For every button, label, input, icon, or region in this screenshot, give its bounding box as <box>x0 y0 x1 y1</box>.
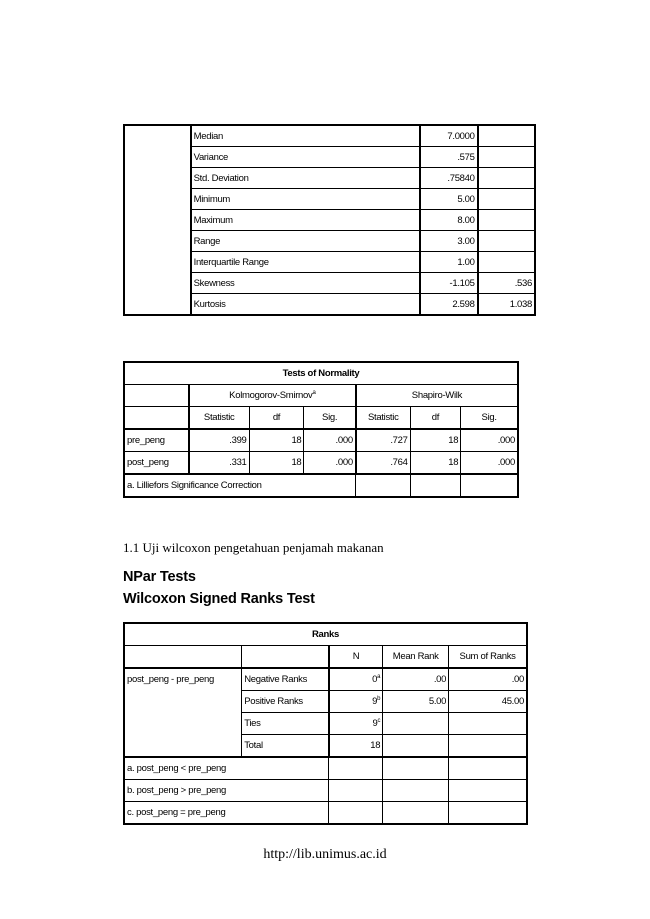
row-label: Variance <box>191 147 421 168</box>
table-header-row <box>124 407 518 430</box>
table-row <box>124 294 535 316</box>
group-header-ks-label: Kolmogorov-Smirnov <box>229 390 313 401</box>
statistic-cell: 3.00 <box>420 231 477 252</box>
footnote-marker: a <box>377 673 381 680</box>
table-title: Tests of Normality <box>124 362 518 385</box>
std-error-cell: 1.038 <box>478 294 535 316</box>
table-cell <box>329 802 383 825</box>
table-cell: .00 <box>449 668 527 691</box>
table-cell <box>124 273 191 294</box>
table-row <box>124 231 535 252</box>
table-row <box>124 668 527 691</box>
table-cell <box>461 474 518 497</box>
table-title-row <box>124 362 518 385</box>
column-header: Statistic <box>189 407 249 430</box>
row-label: post_peng <box>124 452 189 475</box>
n-value: 9 <box>372 696 378 707</box>
table-footnote-row <box>124 757 527 780</box>
table-row <box>124 273 535 294</box>
table-cell <box>356 474 410 497</box>
table-row <box>124 168 535 189</box>
column-header: N <box>329 646 383 669</box>
table-cell <box>124 189 191 210</box>
table-cell: .000 <box>461 429 518 452</box>
table-cell: .399 <box>189 429 249 452</box>
n-value: 0 <box>372 674 378 685</box>
table-cell <box>329 757 383 780</box>
table-title-row <box>124 623 527 646</box>
table-row <box>124 429 518 452</box>
table-row <box>124 452 518 475</box>
table-cell <box>383 735 449 758</box>
table-header-row <box>124 646 527 669</box>
table-cell <box>329 668 383 691</box>
column-header: Statistic <box>356 407 410 430</box>
table-cell <box>124 407 189 430</box>
row-label: Maximum <box>191 210 421 231</box>
table-cell <box>124 294 191 316</box>
table-cell: 45.00 <box>449 691 527 713</box>
table-footnote-row <box>124 802 527 825</box>
table-cell: 18 <box>410 429 461 452</box>
table-cell <box>124 210 191 231</box>
table-cell: 18 <box>249 452 304 475</box>
table-title: Ranks <box>124 623 527 646</box>
std-error-cell <box>478 231 535 252</box>
table-cell: .000 <box>304 452 356 475</box>
row-label: Minimum <box>191 189 421 210</box>
column-header: Mean Rank <box>383 646 449 669</box>
table-cell <box>124 168 191 189</box>
table-cell <box>329 691 383 713</box>
group-header-ks <box>189 385 356 407</box>
table-cell <box>449 713 527 735</box>
table-cell <box>383 780 449 802</box>
row-label: Total <box>242 735 329 758</box>
table-cell: .331 <box>189 452 249 475</box>
column-header: df <box>410 407 461 430</box>
table-row <box>124 252 535 273</box>
descriptives-table <box>123 124 536 316</box>
table-cell <box>329 713 383 735</box>
footnote: a. Lilliefors Significance Correction <box>124 474 356 497</box>
table-cell <box>124 252 191 273</box>
row-label: Std. Deviation <box>191 168 421 189</box>
table-cell <box>410 474 461 497</box>
statistic-cell: 1.00 <box>420 252 477 273</box>
pair-label: post_peng - pre_peng <box>124 668 242 757</box>
npar-tests-heading: NPar Tests <box>123 569 196 585</box>
footnote: c. post_peng = pre_peng <box>124 802 329 825</box>
table-cell: .764 <box>356 452 410 475</box>
table-cell <box>124 231 191 252</box>
table-cell: 18 <box>410 452 461 475</box>
table-cell <box>329 780 383 802</box>
table-cell <box>449 802 527 825</box>
column-header: df <box>249 407 304 430</box>
statistic-cell: .575 <box>420 147 477 168</box>
table-footnote-row <box>124 780 527 802</box>
statistic-cell: 5.00 <box>420 189 477 210</box>
table-cell: .000 <box>461 452 518 475</box>
footnote-marker: c <box>377 717 381 724</box>
ranks-table <box>123 622 528 825</box>
statistic-cell: 7.0000 <box>420 125 477 147</box>
table-row <box>124 210 535 231</box>
table-cell: .727 <box>356 429 410 452</box>
table-cell <box>242 646 329 669</box>
footnote: b. post_peng > pre_peng <box>124 780 329 802</box>
table-cell <box>124 147 191 168</box>
table-cell: 18 <box>249 429 304 452</box>
statistic-cell: .75840 <box>420 168 477 189</box>
std-error-cell <box>478 189 535 210</box>
std-error-cell <box>478 210 535 231</box>
row-label: Range <box>191 231 421 252</box>
table-cell <box>383 757 449 780</box>
row-label: Ties <box>242 713 329 735</box>
row-label: Positive Ranks <box>242 691 329 713</box>
row-label: Median <box>191 125 421 147</box>
column-header: Sig. <box>304 407 356 430</box>
std-error-cell <box>478 147 535 168</box>
table-cell: 5.00 <box>383 691 449 713</box>
row-label: pre_peng <box>124 429 189 452</box>
table-row <box>124 125 535 147</box>
column-header: Sum of Ranks <box>449 646 527 669</box>
std-error-cell <box>478 168 535 189</box>
table-cell: .00 <box>383 668 449 691</box>
footer-url: http://lib.unimus.ac.id <box>263 847 387 862</box>
table-cell <box>383 713 449 735</box>
table-cell <box>449 735 527 758</box>
statistic-cell: 8.00 <box>420 210 477 231</box>
table-row <box>124 147 535 168</box>
std-error-cell <box>478 125 535 147</box>
table-cell <box>124 646 242 669</box>
row-label: Interquartile Range <box>191 252 421 273</box>
row-label: Kurtosis <box>191 294 421 316</box>
table-cell: .000 <box>304 429 356 452</box>
wilcoxon-heading: Wilcoxon Signed Ranks Test <box>123 591 315 607</box>
footnote: a. post_peng < pre_peng <box>124 757 329 780</box>
n-value: 9 <box>372 718 378 729</box>
table-cell <box>124 125 191 147</box>
footnote-marker: b <box>377 695 381 702</box>
table-header-row <box>124 385 518 407</box>
table-footnote-row <box>124 474 518 497</box>
table-row <box>124 189 535 210</box>
statistic-cell: -1.105 <box>420 273 477 294</box>
table-cell <box>449 757 527 780</box>
footnote-marker: a <box>312 389 316 396</box>
normality-table <box>123 361 519 498</box>
table-cell <box>329 735 383 758</box>
row-label: Negative Ranks <box>242 668 329 691</box>
std-error-cell <box>478 252 535 273</box>
table-cell <box>383 802 449 825</box>
group-header-sw: Shapiro-Wilk <box>356 385 518 407</box>
row-label: Skewness <box>191 273 421 294</box>
n-value: 18 <box>370 740 381 751</box>
table-cell <box>124 385 189 407</box>
statistic-cell: 2.598 <box>420 294 477 316</box>
column-header: Sig. <box>461 407 518 430</box>
table-cell <box>449 780 527 802</box>
std-error-cell: .536 <box>478 273 535 294</box>
section-subtitle: 1.1 Uji wilcoxon pengetahuan penjamah makanan <box>123 540 384 555</box>
